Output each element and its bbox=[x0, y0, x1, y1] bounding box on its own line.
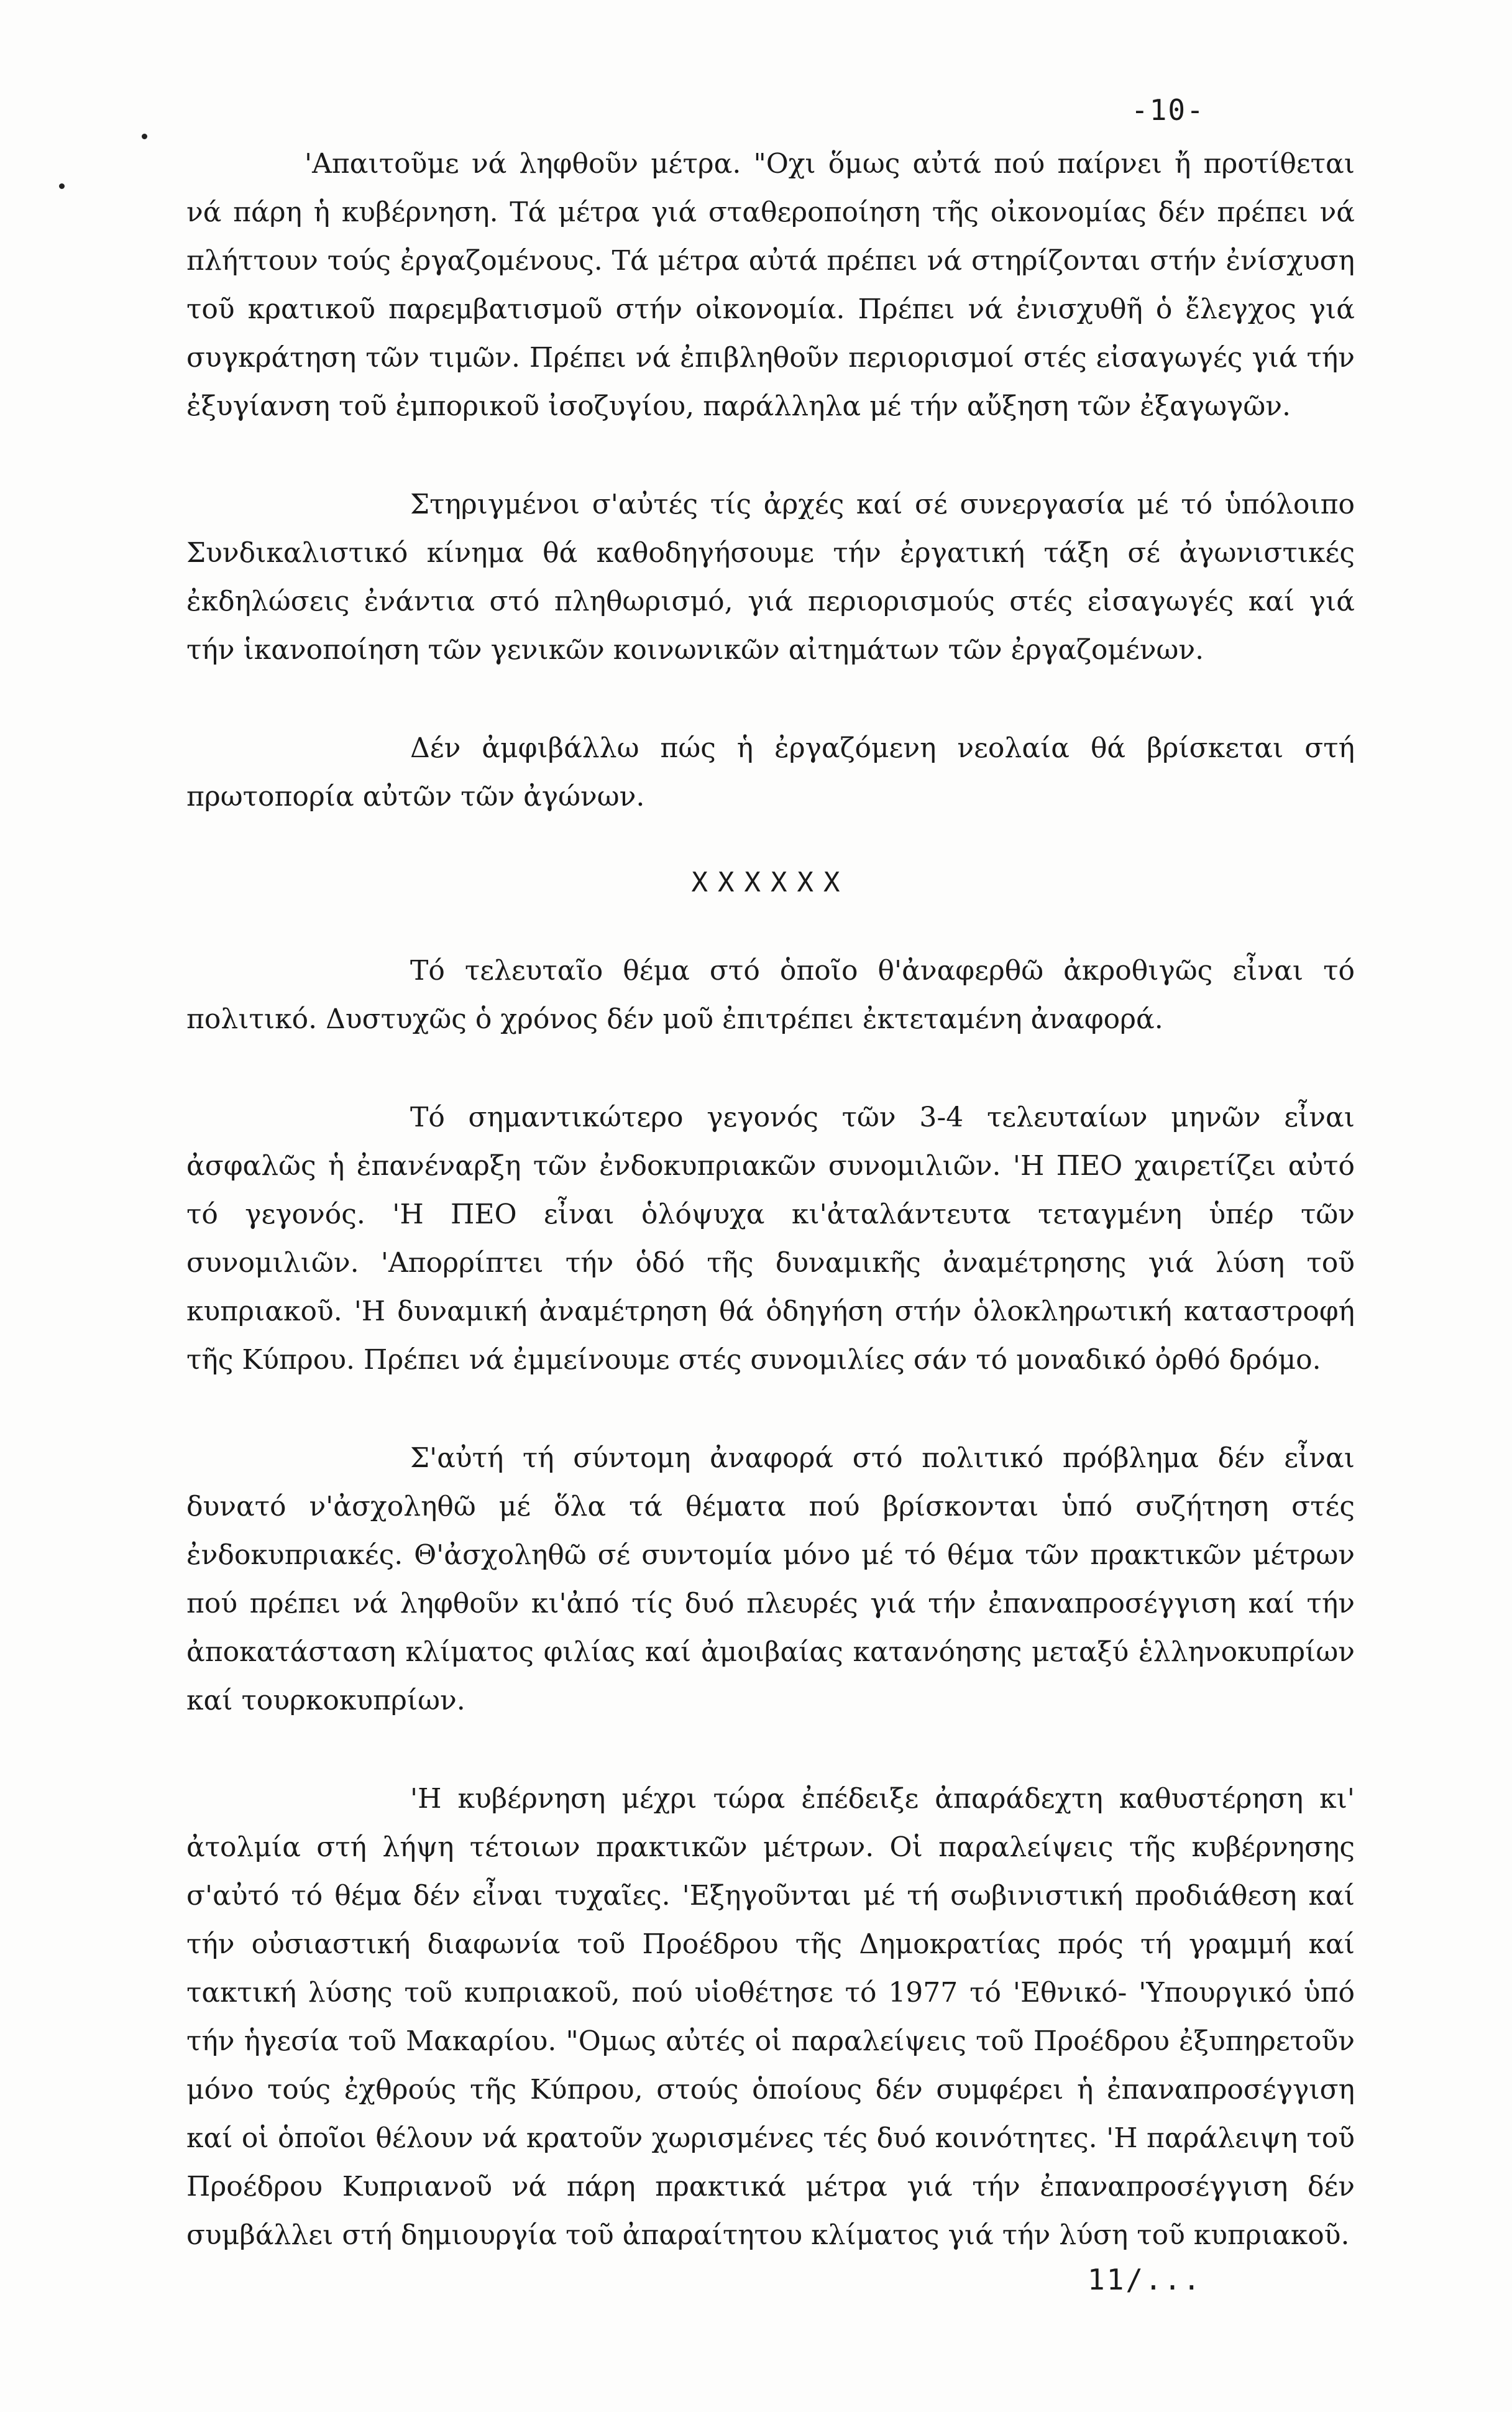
paragraph: Τό σημαντικώτερο γεγονός τῶν 3-4 τελευταίων μηνῶν εἶναι ἀσφαλῶς ἡ ἐπανέναρξη τῶν ἐνδοκυπριακῶν συνομιλιῶν. 'Η ΠΕΟ χαιρετίζει αὐτό τό γεγονός. 'Η ΠΕΟ εἶναι ὁλόψυχα κι'ἀταλάντευτα τεταγμένη ὑπέρ τῶν συνομιλιῶν. 'Απορρίπτει τήν ὁδό τῆς δυναμικῆς ἀναμέτρησης γιά λύση τοῦ κυπριακοῦ. 'Η δυναμική ἀναμέτρηση θά ὁδηγήση στήν ὁλοκληρωτική καταστροφή τῆς Κύπρου. Πρέπει νά ἐμμείνουμε στές συνομιλίες σάν τό μοναδικό ὀρθό δρόμο. bbox=[186, 1102, 1355, 1376]
continuation-marker: 11/... bbox=[1088, 2263, 1203, 2296]
paragraph: Σ'αὐτή τή σύντομη ἀναφορά στό πολιτικό πρόβλημα δέν εἶναι δυνατό ν'ἀσχοληθῶ μέ ὅλα τά θέματα πού βρίσκονται ὑπό συζήτηση στές ἐνδοκυπριακές. Θ'ἀσχοληθῶ σέ συντομία μόνο μέ τό θέμα τῶν πρακτικῶν μέτρων πού πρέπει νά ληφθοῦν κι'ἀπό τίς δυό πλευρές γιά τήν ἐπαναπροσέγγιση καί τήν ἀποκατάσταση κλίματος φιλίας καί ἀμοιβαίας κατανόησης μεταξύ ἑλληνοκυπρίων καί τουρκοκυπρίων. bbox=[186, 1442, 1355, 1716]
paragraph: Τό τελευταῖο θέμα στό ὁποῖο θ'ἀναφερθῶ ἀκροθιγῶς εἶναι τό πολιτικό. Δυστυχῶς ὁ χρόνος δέν μοῦ ἐπιτρέπει ἐκτεταμένη ἀναφορά. bbox=[186, 955, 1355, 1035]
scan-speck bbox=[142, 134, 147, 139]
page-number: -10- bbox=[1131, 93, 1205, 127]
paragraph: Δέν ἀμφιβάλλω πώς ἡ ἐργαζόμενη νεολαία θά βρίσκεται στή πρωτοπορία αὐτῶν τῶν ἀγώνων. bbox=[186, 732, 1355, 812]
section-separator: XXXXXX bbox=[691, 867, 850, 898]
document-body bbox=[186, 140, 1355, 2309]
paragraph: 'Η κυβέρνηση μέχρι τώρα ἐπέδειξε ἀπαράδεχτη καθυστέρηση κι' ἀτολμία στή λήψη τέτοιων πρακτικῶν μέτρων. Οἱ παραλείψεις τῆς κυβέρνησης σ'αὐτό τό θέμα δέν εἶναι τυχαῖες. 'Εξηγοῦνται μέ τή σωβινιστική προδιάθεση καί τήν οὐσιαστική διαφωνία τοῦ Προέδρου τῆς Δημοκρατίας πρός τή γραμμή καί τακτική λύσης τοῦ κυπριακοῦ, πού υἱοθέτησε τό 1977 τό 'Εθνικό- 'Υπουργικό ὑπό τήν ἡγεσία τοῦ Μακαρίου. "Ομως αὐτές οἱ παραλείψεις τοῦ Προέδρου ἐξυπηρετοῦν μόνο τούς ἐχθρούς τῆς Κύπρου, στούς ὁποίους δέν συμφέρει ἡ ἐπαναπροσέγγιση καί οἱ ὁποῖοι θέλουν νά κρατοῦν χωρισμένες τές δυό κοινότητες. 'Η παράλειψη τοῦ Προέδρου Κυπριανοῦ νά πάρη πρακτικά μέτρα γιά τήν ἐπαναπροσέγγιση δέν συμβάλλει στή δημιουργία τοῦ ἀπαραίτητου κλίματος γιά τήν λύση τοῦ κυπριακοῦ. bbox=[186, 1783, 1355, 2251]
scan-speck bbox=[59, 183, 65, 189]
paragraph: Στηριγμένοι σ'αὐτές τίς ἀρχές καί σέ συνεργασία μέ τό ὑπόλοιπο Συνδικαλιστικό κίνημα θά καθοδηγήσουμε τήν ἐργατική τάξη σέ ἀγωνιστικές ἐκδηλώσεις ἐνάντια στό πληθωρισμό, γιά περιορισμούς στές εἰσαγωγές καί γιά τήν ἱκανοποίηση τῶν γενικῶν κοινωνικῶν αἰτημάτων τῶν ἐργαζομένων. bbox=[186, 489, 1355, 666]
paragraph: 'Απαιτοῦμε νά ληφθοῦν μέτρα. "Οχι ὅμως αὐτά πού παίρνει ἤ προτίθεται νά πάρη ἡ κυβέρνηση. Τά μέτρα γιά σταθεροποίηση τῆς οἰκονομίας δέν πρέπει νά πλήττουν τούς ἐργαζομένους. Τά μέτρα αὐτά πρέπει νά στηρίζονται στήν ἐνίσχυση τοῦ κρατικοῦ παρεμβατισμοῦ στήν οἰκονομία. Πρέπει νά ἐνισχυθῆ ὁ ἔλεγχος γιά συγκράτηση τῶν τιμῶν. Πρέπει νά ἐπιβληθοῦν περιορισμοί στές εἰσαγωγές γιά τήν ἐξυγίανση τοῦ ἐμπορικοῦ ἰσοζυγίου, παράλληλα μέ τήν αὔξηση τῶν ἐξαγωγῶν. bbox=[186, 148, 1355, 422]
